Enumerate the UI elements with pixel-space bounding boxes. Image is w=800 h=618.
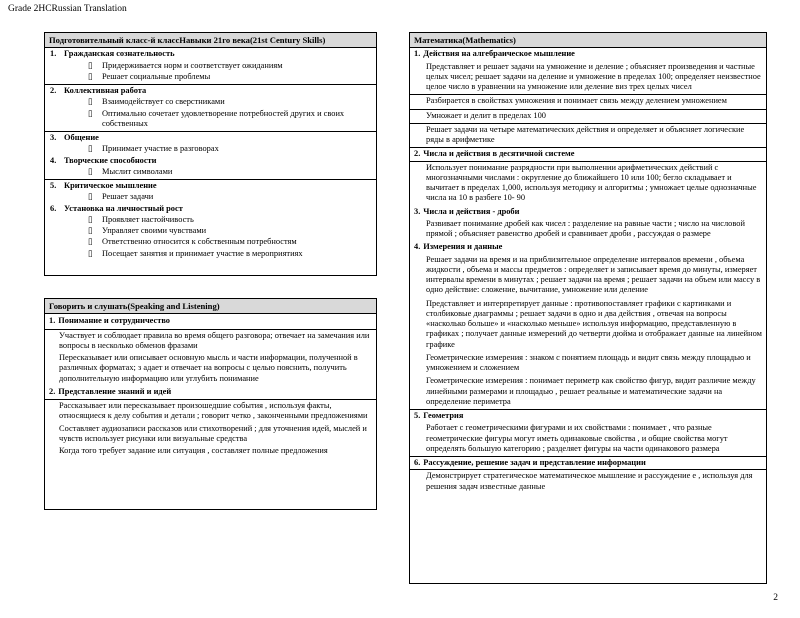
section-heading: 3. Общение [50,133,99,143]
section-heading: 5. Критическое мышление [50,181,157,191]
paragraph: Работает с геометрическими фигурами и их свойствами : понимает , что разные геометрические фигуры могут иметь одинаковые свойства , и общие свойства могут определять большую категорию ; разделяет фигуры на части одинакового размера [426,423,728,453]
math-section-6 [410,457,766,494]
skills-box [44,32,377,276]
list-item: ▯ Принимает участие в разговорах [88,144,219,154]
paragraph: Использует понимание разрядности при выполнении арифметических действий с многозначными числами : округление до ближайшего 10 или 100; бегло складывает и вычитает в пределах 1,000, используя методику и алгоритмы ; умножает целые однозначные числа на 10 в разбеге 10- 90 [426,162,757,203]
paragraph: Умножает и делит в пределах 100 [410,110,766,124]
list-item: ▯ Оптимально сочетает удовлетворение потребностей других и своих собственных [88,108,345,128]
section-heading: 1. Действия на алгебраическое мышление [414,49,575,59]
skills-section-1 [45,48,376,85]
section-heading: 6. Установка на личностный рост [50,203,183,213]
math-box [409,32,767,584]
section-heading: 1. Гражданская сознательность [50,49,175,59]
bullet-icon: ▯ [88,226,93,236]
paragraph: Геометрические измерения : знаком с понятием площадь и видит связь между площадью и умножением и сложением [426,352,751,373]
section-heading: 4. Измерения и данные [414,242,503,252]
document-header: Grade 2HCRussian Translation [8,4,127,14]
bullet-icon: ▯ [88,108,93,118]
section-heading: 6. Рассуждение, решение задач и представление информации [410,457,766,470]
paragraph: Участвует и соблюдает правила во время общего разговора; отвечает на замечания или вопросы в несколько обменов фразами [59,330,370,350]
bullet-icon: ▯ [88,166,93,176]
speaking-box [44,298,377,510]
bullet-icon: ▯ [88,71,93,81]
paragraph: Решает задачи на четыре математических действия и определяет и объясняет логические ряды в арифметике [426,124,745,145]
list-item: ▯ Посещает занятия и принимает участие в мероприятиях [88,248,303,258]
paragraph: Представляет и решает задачи на умножение и деление ; объясняет произведения и частные целых чисел; решает задачи на деление и умножение в пределах 100; определяет неизвестное целое число в уравнении на умножение или деление виз трех целых чисел [410,61,766,96]
skills-section-5 [45,180,376,261]
paragraph: Рассказывает или пересказывает произошедшие события , используя факты, относящиеся к делу события и детали ; говорит четко , законченными предложениями [59,401,368,421]
list-item: ▯ Мыслит символами [88,166,173,176]
paragraph: Представляет и интерпретирует данные : противопоставляет графики с картинками и столбиковые диаграммы ; решает задачи в одно и два действия , отвечая на вопросы «насколько больше» и «насколько меньше» используя информацию, представленную в графиках ; получает данные измерений до четверти дюйма и отображает данные на линейном графике [426,298,762,349]
speaking-section-2-body [45,400,376,457]
list-item: ▯ Управляет своими чувствами [88,226,207,236]
skills-title: Подготовительный класс-й классНавыки 21го века(21st Century Skills) [45,33,376,48]
section-heading: 3. Числа и действия - дроби [414,206,520,216]
math-section-5 [410,410,766,457]
section-heading: 1. Понимание и сотрудничество [49,316,170,326]
math-section-2 [410,148,766,410]
bullet-icon: ▯ [88,214,93,224]
paragraph: Решает задачи на время и на приблизительное определение интервалов времени , объема жидкости , объема и массы предметов : определяет и записывает время до минуты, измеряет интервалы времени в минутах ; решает задачи на время ; решает задачи на объем или массу в одно действие: сложение, вычитание, умножение или деление [426,254,761,295]
page-number: 2 [773,593,778,603]
paragraph: Разбирается в свойствах умножения и понимает связь между делением умножением [410,95,766,109]
list-item: ▯ Проявляет настойчивость [88,214,194,224]
paragraph: Демонстрирует стратегическое математическое мышление и рассуждение е , используя для решения задач известные данные [426,471,753,491]
section-heading: 5. Геометрия [414,411,464,421]
paragraph: Пересказывает или описывает основную мысль и части информации, полученной в различных форматах; з адает и отвечает на вопросы с целью пояснить, получить дополнительную информацию или углубить понимание [59,353,358,383]
speaking-section-1 [45,314,376,329]
paragraph: Геометрические измерения : понимает периметр как свойство фигур, видит различие между линейными размерами и площадью , решает реальные и математические задачи на определение периметра [426,376,756,406]
section-heading: 2. Представление знаний и идей [49,386,172,396]
bullet-icon: ▯ [88,60,93,70]
skills-section-2 [45,85,376,132]
bullet-icon: ▯ [88,97,93,107]
math-title: Математика(Mathematics) [410,33,766,48]
list-item: ▯ Решает задачи [88,192,154,202]
speaking-title: Говорить и слушать(Speaking and Listening) [45,299,376,314]
section-heading: 2. Числа и действия в десятичной системе [410,148,766,161]
skills-section-3 [45,132,376,180]
bullet-icon: ▯ [88,248,93,258]
list-item: ▯ Придерживается норм и соответствует ожиданиям [88,60,283,70]
list-item: ▯ Ответственно относится к собственным потребностям [88,237,297,247]
speaking-section-1-body [45,330,376,401]
section-heading: 4. Творческие способности [50,155,157,165]
paragraph: Когда того требует задание или ситуация , составляет полные предложения [59,446,328,456]
list-item: ▯ Решает социальные проблемы [88,71,211,81]
section-heading: 2. Коллективная работа [50,86,147,96]
bullet-icon: ▯ [88,192,93,202]
paragraph: Развивает понимание дробей как чисел : разделение на равные части ; число на числовой прямой ; объясняет равенство дробей и сравнивает дроби , рассуждая о размере [426,218,745,239]
math-section-1 [410,48,766,148]
list-item: ▯ Взаимодействует со сверстниками [88,97,225,107]
paragraph: Составляет аудиозаписи рассказов или стихотворений ; для уточнения идей, мыслей и чувств использует рисунки или визуальные средства [59,423,367,443]
bullet-icon: ▯ [88,237,93,247]
bullet-icon: ▯ [88,144,93,154]
